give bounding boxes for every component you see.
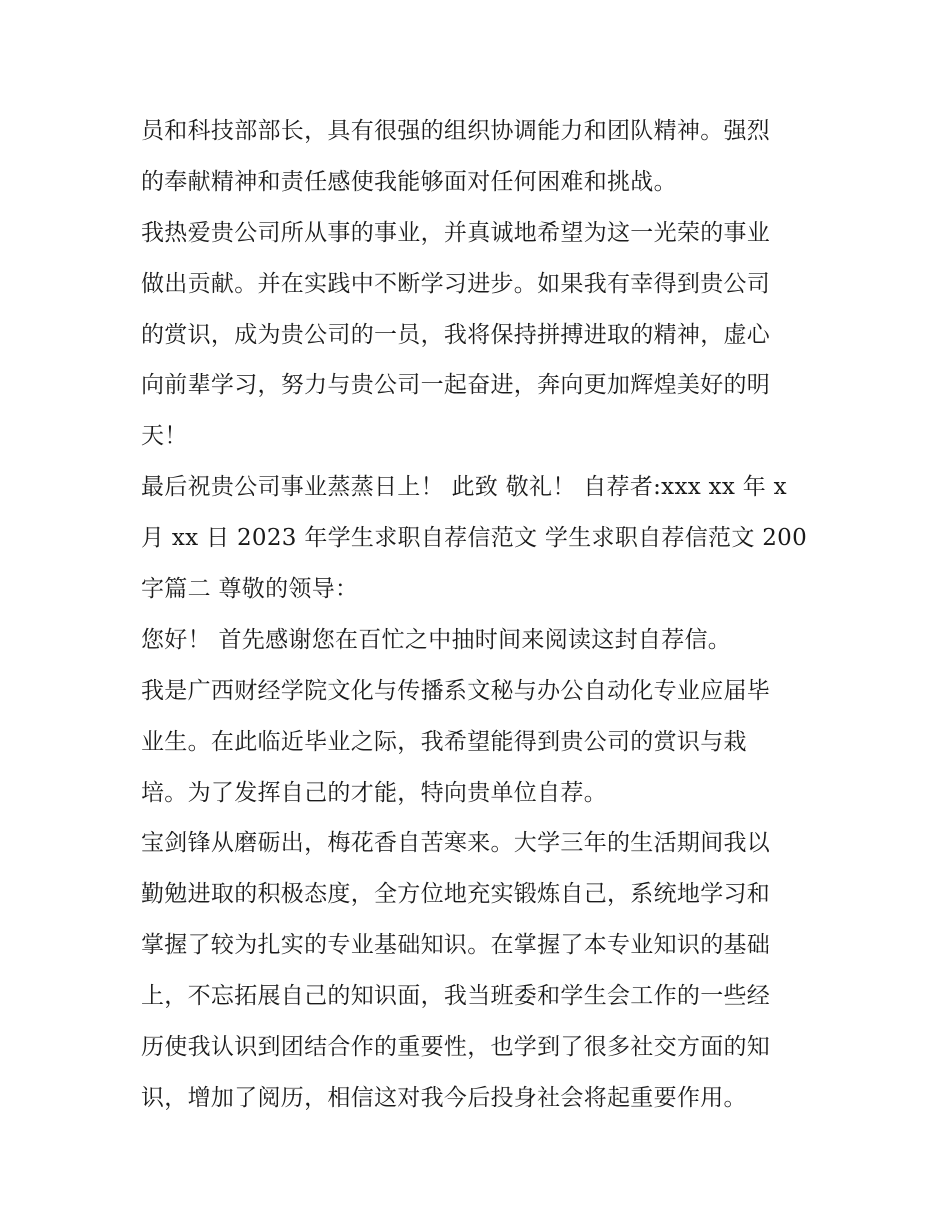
text-line: 上，不忘拓展自己的知识面，我当班委和学生会工作的一些经 [141, 983, 771, 1010]
document-body [141, 106, 821, 1124]
text-line: 做出贡献。并在实践中不断学习进步。如果我有幸得到贵公司 [141, 270, 771, 297]
text-line: 业生。在此临近毕业之际，我希望能得到贵公司的赏识与栽 [141, 728, 747, 755]
text-line: 历使我认识到团结合作的重要性，也学到了很多社交方面的知 [141, 1034, 771, 1061]
text-line: 的赏识，成为贵公司的一员，我将保持拼搏进取的精神，虚心 [141, 321, 771, 348]
text-line: 培。为了发挥自己的才能，特向贵单位自荐。 [141, 779, 607, 806]
text-line: 的奉献精神和责任感使我能够面对任何困难和挑战。 [141, 168, 677, 195]
text-line: 掌握了较为扎实的专业基础知识。在掌握了本专业知识的基础 [141, 932, 771, 959]
text-line: 向前辈学习，努力与贵公司一起奋进，奔向更加辉煌美好的明 [141, 372, 771, 399]
text-line: 识，增加了阅历，相信这对我今后投身社会将起重要作用。 [141, 1084, 747, 1111]
text-line: 员和科技部部长，具有很强的组织协调能力和团队精神。强烈 [141, 118, 771, 144]
text-line: 宝剑锋从磨砺出，梅花香自苦寒来。大学三年的生活期间我以 [141, 830, 771, 857]
text-line: 天！ [141, 423, 188, 450]
text-line: 您好！ 首先感谢您在百忙之中抽时间来阅读这封自荐信。 [141, 626, 732, 653]
text-line: 最后祝贵公司事业蒸蒸日上！ 此致 敬礼！ 自荐者:xxx xx 年 x [141, 474, 787, 501]
text-line: 勤勉进取的积极态度，全方位地充实锻炼自己，系统地学习和 [141, 881, 771, 908]
text-line: 月 xx 日 2023 年学生求职自荐信范文 学生求职自荐信范文 200 [141, 525, 808, 552]
text-line: 字篇二 尊敬的领导： [141, 576, 359, 603]
text-line: 我是广西财经学院文化与传播系文秘与办公自动化专业应届毕 [141, 677, 771, 704]
text-line: 我热爱贵公司所从事的事业，并真诚地希望为这一光荣的事业 [141, 219, 771, 246]
